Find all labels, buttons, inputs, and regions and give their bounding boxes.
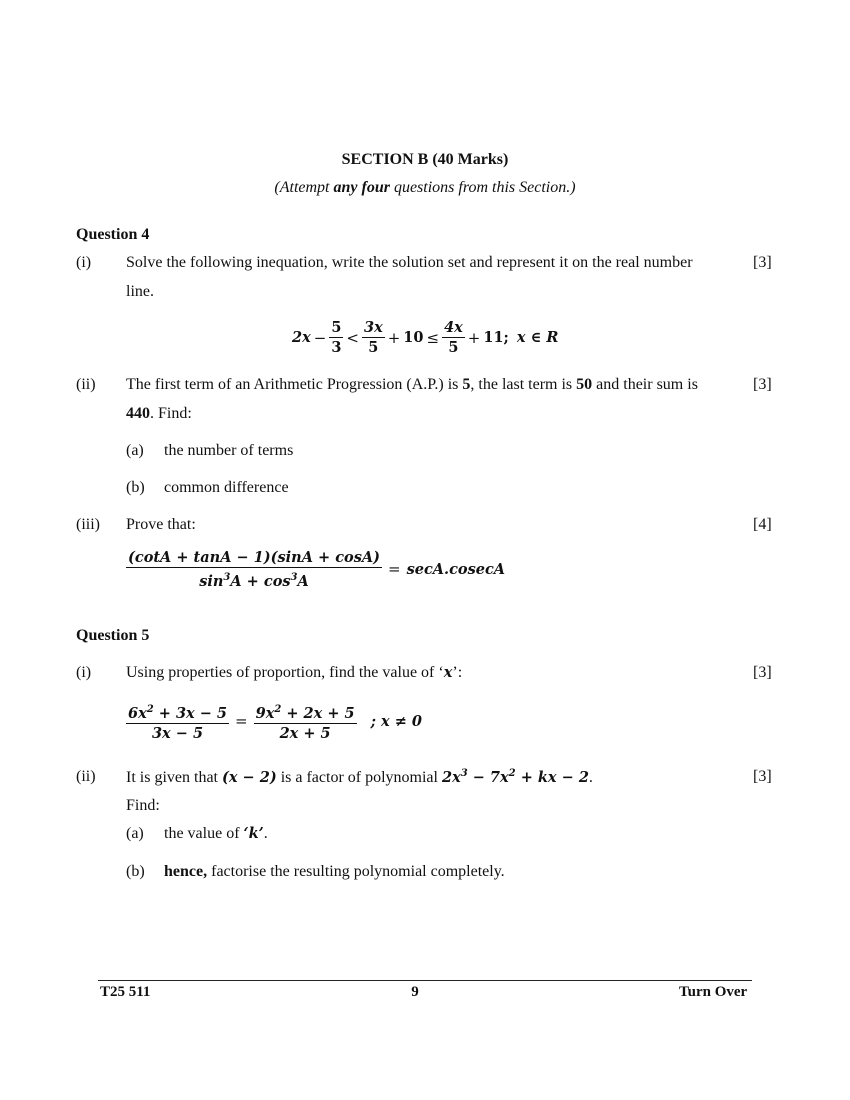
q5-i-number: (i) [76, 664, 92, 681]
question-4-title: Question 4 [76, 226, 150, 243]
page-number: 9 [411, 984, 419, 1000]
q5-ii-a-label: (a) [126, 825, 144, 842]
q4-iii-number: (iii) [76, 516, 100, 533]
q5-ii-find: Find: [126, 797, 160, 814]
q4-ii-b-label: (b) [126, 479, 145, 496]
question-5-title: Question 5 [76, 627, 150, 644]
q4-ii-text-line2: 440. Find: [126, 405, 192, 422]
q4-i-text: Solve the following inequation, write the solution set and represent it on the real number [126, 254, 693, 271]
q4-iii-identity: $\frac{(\cot A + \tan A - 1)(\sin A + \cos A)}{\sin^3A + \cos^3A}$ = secA.cosecA [128, 549, 506, 590]
q4-ii-marks: [3] [753, 376, 772, 393]
q5-ii-number: (ii) [76, 768, 96, 785]
q4-i-inequation: 2x − $\frac{5}{3}$ < $\frac{3x}{5}$ + 10 ≤ $\frac{4x}{5}$ + 11; x ∈ R [292, 319, 559, 356]
q4-i-marks: [3] [753, 254, 772, 271]
q5-i-text: Using properties of proportion, find the value of ‘x’: [126, 664, 463, 681]
q4-ii-a-text: the number of terms [164, 442, 294, 459]
q4-ii-b-text: common difference [164, 479, 289, 496]
section-title: SECTION B (40 Marks) [341, 151, 509, 168]
q5-ii-b-text: hence, factorise the resulting polynomial completely. [164, 863, 505, 880]
q5-ii-marks: [3] [753, 768, 772, 785]
q4-iii-marks: [4] [753, 516, 772, 533]
q5-ii-text: It is given that (x − 2) is a factor of polynomial $2x^3 - 7x^2$ + kx − 2. [126, 768, 593, 786]
q4-iii-text: Prove that: [126, 516, 196, 533]
footer-divider [98, 980, 752, 981]
q4-i-number: (i) [76, 254, 92, 271]
q5-ii-a-text: the value of ‘k’. [164, 825, 268, 842]
q5-ii-b-label: (b) [126, 863, 145, 880]
paper-code: T25 511 [100, 984, 151, 1000]
q4-ii-a-label: (a) [126, 442, 144, 459]
turn-over: Turn Over [679, 984, 748, 1000]
q5-i-equation: $\frac{6x^2 + 3x - 5}{3x - 5}$ = $\frac{9x^2 + 2x + 5}{2x + 5}$ ; x ≠ 0 [126, 700, 422, 743]
q4-ii-number: (ii) [76, 376, 96, 393]
q4-ii-text: The first term of an Arithmetic Progression (A.P.) is 5, the last term is 50 and their sum is [126, 376, 698, 393]
q4-i-text-line2: line. [126, 283, 154, 300]
section-instruction: (Attempt any four questions from this Section.) [274, 179, 576, 196]
q5-i-marks: [3] [753, 664, 772, 681]
